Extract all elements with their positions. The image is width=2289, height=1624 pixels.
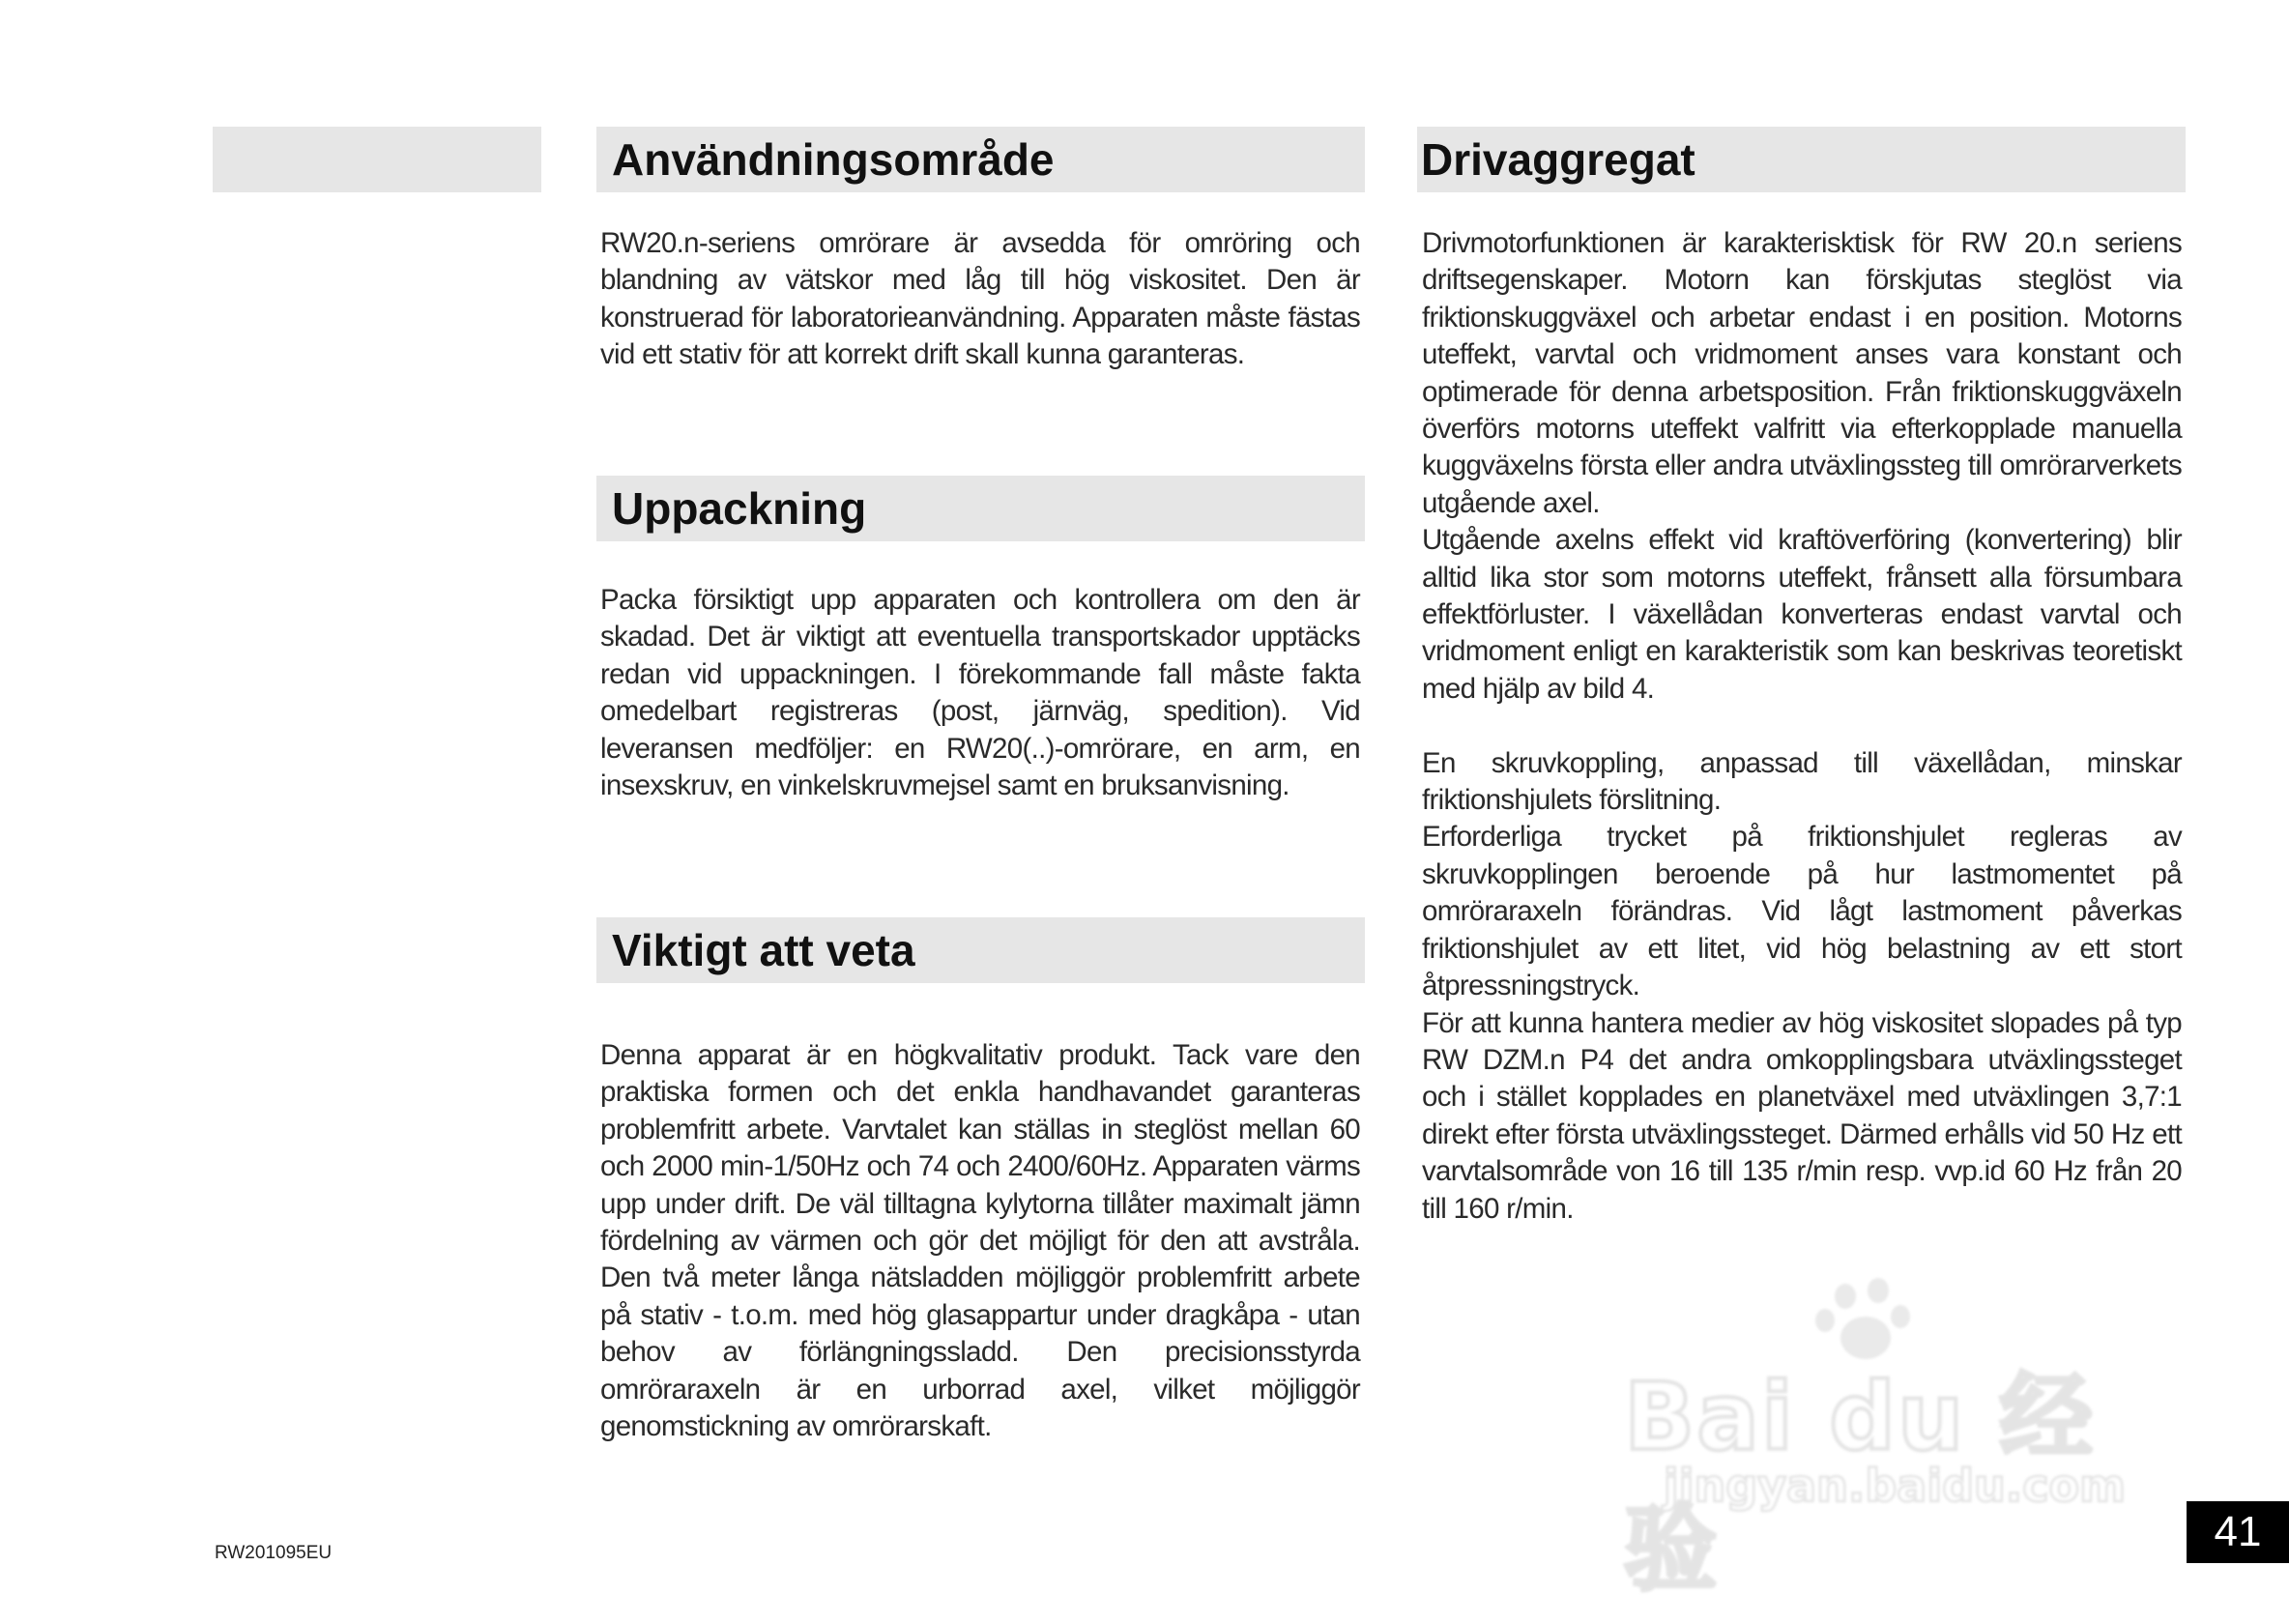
text-uppackning — [600, 582, 1360, 804]
heading-drivaggregat: Drivaggregat — [1417, 127, 2186, 192]
watermark-url: jingyan.baidu.com — [1663, 1460, 2127, 1512]
text-viktigt-att-veta — [600, 1037, 1360, 1445]
document-code: RW201095EU — [215, 1543, 333, 1563]
baidu-watermark — [1624, 1276, 2165, 1604]
page-number: 41 — [2187, 1501, 2289, 1563]
left-margin-bar — [213, 127, 541, 192]
paragraph: Drivmotorfunktionen är karakterisktisk för RW 20.n seriens driftsegenskaper. Motorn kan förskjutas steglöst via friktionskuggväxel och arbetar endast i en position. Motorns uteffekt, varvtal och vridmoment anses vara konstant och optimerade för denna arbetsposition. Från friktionskuggväxeln överförs motorns uteffekt valfritt via efterkopplade manuella kuggväxelns första eller andra utväxlingssteg till omrörarverkets utgående axel. — [1422, 227, 2182, 519]
paragraph: Erforderliga trycket på friktionshjulet regleras av skruvkopplingen beroende på hur lastmomentet på omröraraxeln förändras. Vid lågt lastmoment påverkas friktionshjulet av ett litet, vid hög belastning av ett stort åtpressningstryck. — [1422, 821, 2182, 1002]
text-drivaggregat — [1422, 225, 2182, 1228]
text-anvandningsomrade — [600, 225, 1360, 374]
paragraph: Utgående axelns effekt vid kraftöverföring (konvertering) blir alltid lika stor som motorns uteffekt, frånsett alla försumbara effektförluster. I växellådan konverteras endast varvtal och vridmoment enligt en karakteristik som kan beskrivas teoretiskt med hjälp av bild 4. — [1422, 524, 2182, 705]
heading-uppackning: Uppackning — [596, 476, 1365, 541]
paragraph: Packa försiktigt upp apparaten och kontrollera om den är skadad. Det är viktigt att eventuella transportskador upptäcks redan vid uppackningen. I förekommande fall måste fakta omedelbart registreras (post, järnväg, spedition). Vid leveransen medföljer: en RW20(..)-omrörare, en arm, en insexskruv, en vinkelskruvmejsel samt en bruksanvisning. — [600, 584, 1360, 802]
paragraph: För att kunna hantera medier av hög viskositet slopades på typ RW DZM.n P4 det andra omkopplingsbara utväxlingssteget och i stället kopplades en planetväxel med utväxlingen 3,7:1 direkt efter första utväxlingssteget. Därmed erhålls vid 50 Hz ett varvtalsområde von 16 till 135 r/min resp. vvp.id 60 Hz från 20 till 160 r/min. — [1422, 1006, 2182, 1225]
watermark-logo: Bai du 经验 — [1624, 1363, 2095, 1604]
paragraph: Denna apparat är en högkvalitativ produkt. Tack vare den praktiska formen och det enkla handhavandet garanteras problemfritt arbete. Varvtalet kan ställas in steglöst mellan 60 och 2000 min-1/50Hz och 74 och 2400/60Hz. Apparaten värms upp under drift. De väl tilltagna kylytorna tillåter maximalt jämn fördelning av värmen och gör det möjligt för den att avstråla. Den två meter långa nätsladden möjliggör problemfritt arbete på stativ - t.o.m. med hög glasappartur under dragkåpa - utan behov av förlängningssladd. Den precisionsstyrda omröraraxeln är en urborrad axel, vilket möjliggör genomstickning av omrörarskaft. — [600, 1039, 1360, 1443]
paragraph: RW20.n-seriens omrörare är avsedda för omröring och blandning av vätskor med låg till hög viskositet. Den är konstruerad för laboratorieanvändning. Apparaten måste fästas vid ett stativ för att korrekt drift skall kunna garanteras. — [600, 227, 1360, 371]
paragraph: En skruvkoppling, anpassad till växellådan, minskar friktionshjulets förslitning. — [1422, 746, 2182, 817]
heading-viktigt-att-veta: Viktigt att veta — [596, 917, 1365, 983]
heading-anvandningsomrade: Användningsområde — [596, 127, 1365, 192]
